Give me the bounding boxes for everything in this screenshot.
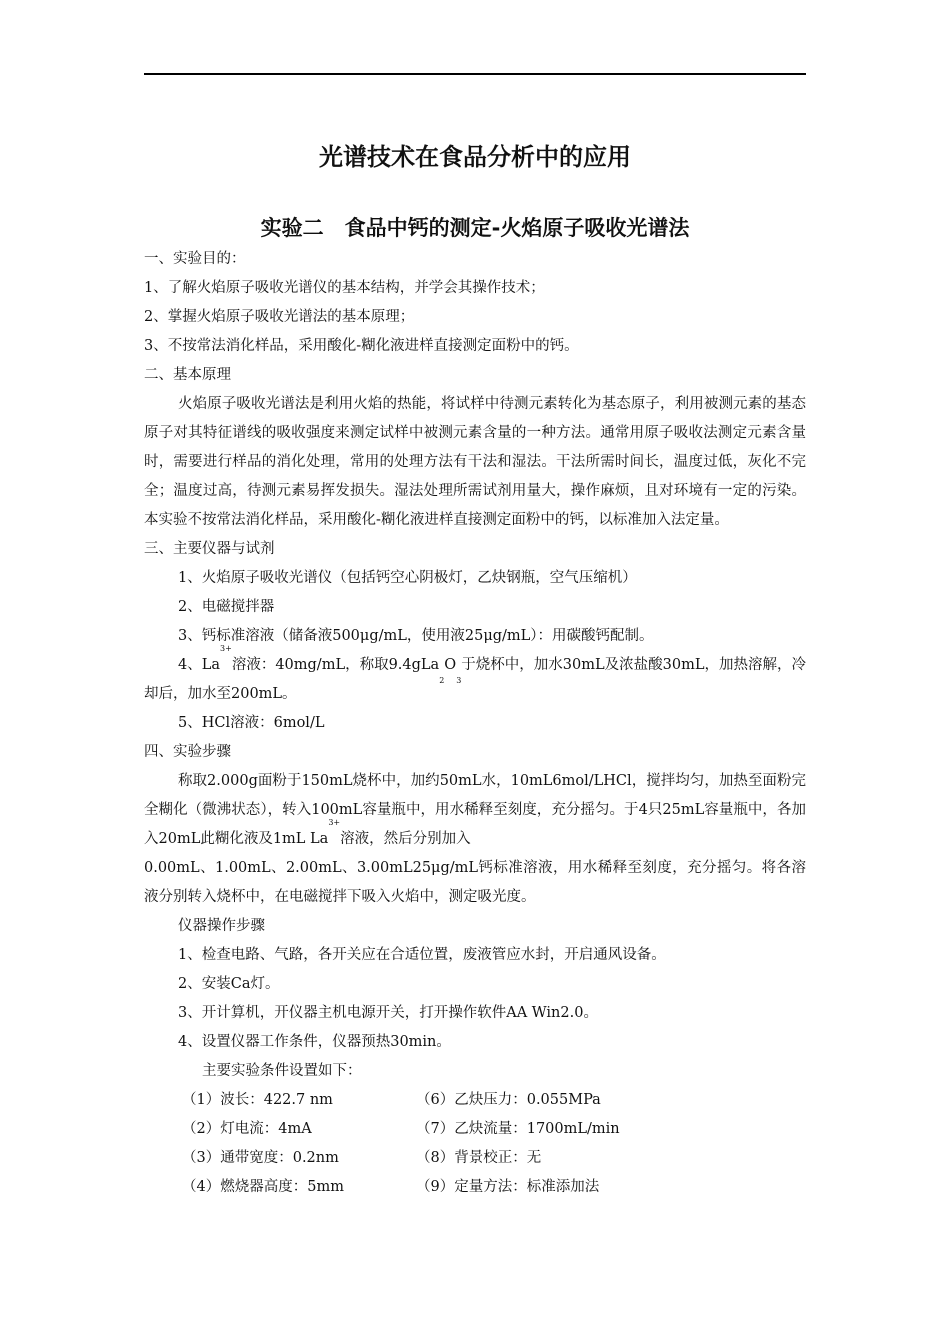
operation-item-1: 1、检查电路、气路，各开关应在合适位置，废液管应水封，开启通风设备。 — [178, 947, 666, 963]
condition-wavelength: （1）波长：422.7 nm — [182, 1092, 333, 1108]
document-body — [144, 245, 806, 1202]
conditions-row — [144, 1115, 806, 1144]
instrument-item-4-part-c: O — [444, 657, 457, 673]
conditions-row — [144, 1173, 806, 1202]
instrument-item-5: 5、HCl溶液：6mol/L — [178, 715, 325, 731]
operation-heading: 仪器操作步骤 — [178, 918, 265, 934]
subscript-2: 2 — [439, 676, 445, 685]
conditions-row — [144, 1144, 806, 1173]
document-title: 光谱技术在食品分析中的应用 — [319, 143, 631, 171]
steps-paragraph-1-part-b: 溶液，然后分别加入 — [340, 831, 471, 847]
conditions-heading: 主要实验条件设置如下： — [202, 1063, 362, 1079]
condition-burner-height: （4）燃烧器高度：5mm — [182, 1179, 344, 1195]
condition-background-correction: （8）背景校正：无 — [416, 1150, 542, 1166]
section-heading-purpose: 一、实验目的： — [144, 251, 246, 267]
experiment-title: 实验二 食品中钙的测定-火焰原子吸收光谱法 — [260, 216, 690, 240]
conditions-table — [144, 1086, 806, 1202]
section-heading-principle: 二、基本原理 — [144, 367, 231, 383]
purpose-item-1: 1、了解火焰原子吸收光谱仪的基本结构，并学会其操作技术； — [144, 280, 545, 296]
instrument-item-4-part-a: 4、La — [178, 657, 221, 673]
principle-paragraph: 火焰原子吸收光谱法是利用火焰的热能，将试样中待测元素转化为基态原子，利用被测元素的基态原子对其特征谱线的吸收强度来测定试样中被测元素含量的一种方法。通常用原子吸收法测定元素含量时，需要进行样品的消化处理，常用的处理方法有干法和湿法。干法所需时间长，温度过低，灰化不完全；温度过高，待测元素易挥发损失。湿法处理所需试剂用量大，操作麻烦，且对环境有一定的污染。本实验不按常法消化样品，采用酸化-糊化液进样直接测定面粉中的钙，以标准加入法定量。 — [144, 396, 806, 528]
steps-paragraph-2: 0.00mL、1.00mL、2.00mL、3.00mL25μg/mL钙标准溶液，用水稀释至刻度，充分摇匀。将各溶液分别转入烧杯中，在电磁搅拌下吸入火焰中，测定吸光度。 — [144, 860, 806, 905]
instrument-item-4 — [144, 644, 806, 709]
operation-item-3: 3、开计算机，开仪器主机电源开关，打开操作软件AA Win2.0。 — [178, 1005, 598, 1021]
instrument-item-1: 1、火焰原子吸收光谱仪（包括钙空心阴极灯，乙炔钢瓶，空气压缩机） — [178, 570, 637, 586]
condition-quantification-method: （9）定量方法：标准添加法 — [416, 1179, 600, 1195]
purpose-item-2: 2、掌握火焰原子吸收光谱法的基本原理； — [144, 309, 415, 325]
lanthanum-charge-2: 3+ — [328, 818, 341, 827]
instrument-item-4-part-b: 溶液：40mg/mL，称取9.4gLa — [231, 657, 440, 673]
steps-paragraph-1 — [144, 767, 806, 854]
subscript-3: 3 — [456, 676, 462, 685]
section-heading-instruments: 三、主要仪器与试剂 — [144, 541, 275, 557]
section-heading-steps: 四、实验步骤 — [144, 744, 231, 760]
condition-lamp-current: （2）灯电流：4mA — [182, 1121, 312, 1137]
instrument-item-3: 3、钙标准溶液（储备液500μg/mL，使用液25μg/mL）：用碳酸钙配制。 — [178, 628, 654, 644]
instrument-item-2: 2、电磁搅拌器 — [178, 599, 275, 615]
steps-paragraph-1-part-a: 称取2.000g面粉于150mL烧杯中，加约50mL水，10mL6mol/LHCl，搅拌均匀，加热至面粉完全糊化（微沸状态），转入100mL容量瓶中，用水稀释至刻度，充分摇匀。于4只25mL容量瓶中，各加入20mL此糊化液及1mL La — [144, 773, 806, 847]
operation-item-4: 4、设置仪器工作条件，仪器预热30min。 — [178, 1034, 451, 1050]
condition-acetylene-flow: （7）乙炔流量：1700mL/min — [416, 1121, 620, 1137]
instrument-item-4-part-d: 于烧杯中，加水30mL及浓盐酸30mL，加热溶解，冷却后，加水至200mL。 — [144, 657, 806, 702]
header-rule — [144, 73, 806, 75]
condition-acetylene-pressure: （6）乙炔压力：0.055MPa — [416, 1092, 601, 1108]
lanthanum-charge: 3+ — [220, 644, 232, 653]
condition-bandwidth: （3）通带宽度：0.2nm — [182, 1150, 339, 1166]
conditions-row — [144, 1086, 806, 1115]
operation-item-2: 2、安装Ca灯。 — [178, 976, 280, 992]
purpose-item-3: 3、不按常法消化样品，采用酸化-糊化液进样直接测定面粉中的钙。 — [144, 338, 579, 354]
